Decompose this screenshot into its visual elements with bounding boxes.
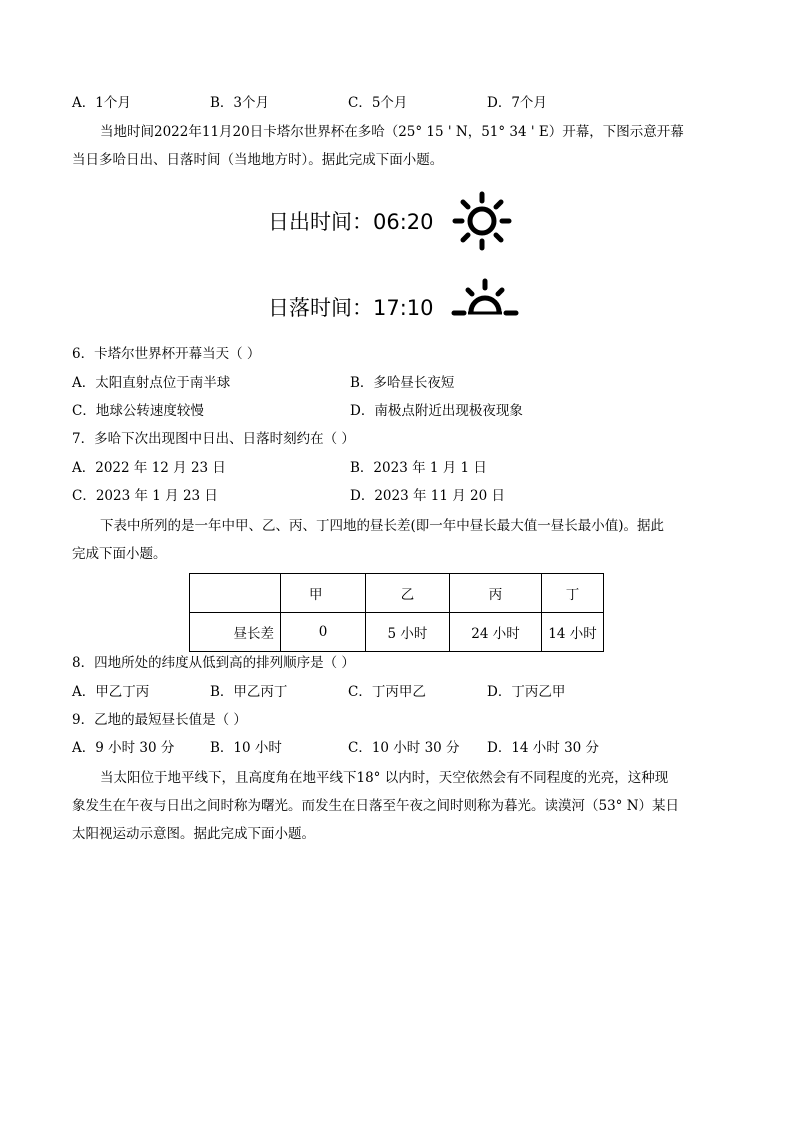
passage1-line2: 当日多哈日出、日落时间（当地地方时）。据此完成下面小题。 [72,152,444,168]
table-cell: 14 小时 [542,613,604,652]
table-row-label: 昼长差 [190,613,281,652]
q9-option-c: C．10 小时 30 分 [348,740,460,756]
passage3-line2: 象发生在午夜与日出之间时称为曙光。而发生在日落至午夜之间时则称为暮光。读漠河（53° N）某日 [72,798,680,814]
q9-option-b: B．10 小时 [210,740,282,756]
table-row [190,613,604,652]
day-length-table [189,573,604,652]
table-header-cell: 乙 [366,574,450,613]
passage2-line1: 下表中所列的是一年中甲、乙、丙、丁四地的昼长差(即一年中昼长最大值一昼长最小值)。据此 [100,518,665,534]
q5-option-c: C．5个月 [348,95,408,111]
q5-option-a: A．1个月 [72,95,131,111]
table-header-cell [190,574,281,613]
q8-option-a: A．甲乙丁丙 [72,684,150,700]
table-header-cell: 丁 [542,574,604,613]
q5-option-d: D．7个月 [487,95,547,111]
q8-stem: 8．四地所处的纬度从低到高的排列顺序是（ ） [72,655,355,671]
passage3-line3: 太阳视运动示意图。据此完成下面小题。 [72,826,315,842]
sun-icon [450,190,514,252]
q6-stem: 6．卡塔尔世界杯开幕当天（ ） [72,346,261,362]
q9-stem: 9．乙地的最短昼长值是（ ） [72,712,247,728]
sunrise-label: 日出时间：06:20 [268,210,434,234]
q7-option-c: C．2023 年 1 月 23 日 [72,488,218,504]
q7-option-d: D．2023 年 11 月 20 日 [350,488,505,504]
passage2-line2: 完成下面小题。 [72,546,167,562]
passage3-line1: 当太阳位于地平线下，且高度角在地平线下18° 以内时，天空依然会有不同程度的光亮，这种现 [100,770,669,786]
table-cell: 24 小时 [450,613,542,652]
q8-option-c: C．丁丙甲乙 [348,684,426,700]
q9-option-a: A．9 小时 30 分 [72,740,175,756]
q5-option-b: B．3个月 [210,95,270,111]
sunset-icon [450,278,520,318]
q6-option-a: A．太阳直射点位于南半球 [72,375,231,391]
q6-option-c: C．地球公转速度较慢 [72,403,204,419]
sunset-label: 日落时间：17:10 [268,296,434,320]
q6-option-b: B．多哈昼长夜短 [350,375,455,391]
q7-option-b: B．2023 年 1 月 1 日 [350,460,487,476]
table-header-cell: 丙 [450,574,542,613]
passage1-line1: 当地时间2022年11月20日卡塔尔世界杯在多哈（25° 15 ' N，51° 34 ' E）开幕，下图示意开幕 [100,124,684,140]
table-cell: 0 [281,613,366,652]
q8-option-d: D．丁丙乙甲 [487,684,566,700]
q7-stem: 7．多哈下次出现图中日出、日落时刻约在（ ） [72,431,355,447]
table-header-cell: 甲 [281,574,366,613]
table-cell: 5 小时 [366,613,450,652]
table-header-row [190,574,604,613]
q8-option-b: B．甲乙丙丁 [210,684,288,700]
q9-option-d: D．14 小时 30 分 [487,740,600,756]
q6-option-d: D．南极点附近出现极夜现象 [350,403,523,419]
q7-option-a: A．2022 年 12 月 23 日 [72,460,226,476]
